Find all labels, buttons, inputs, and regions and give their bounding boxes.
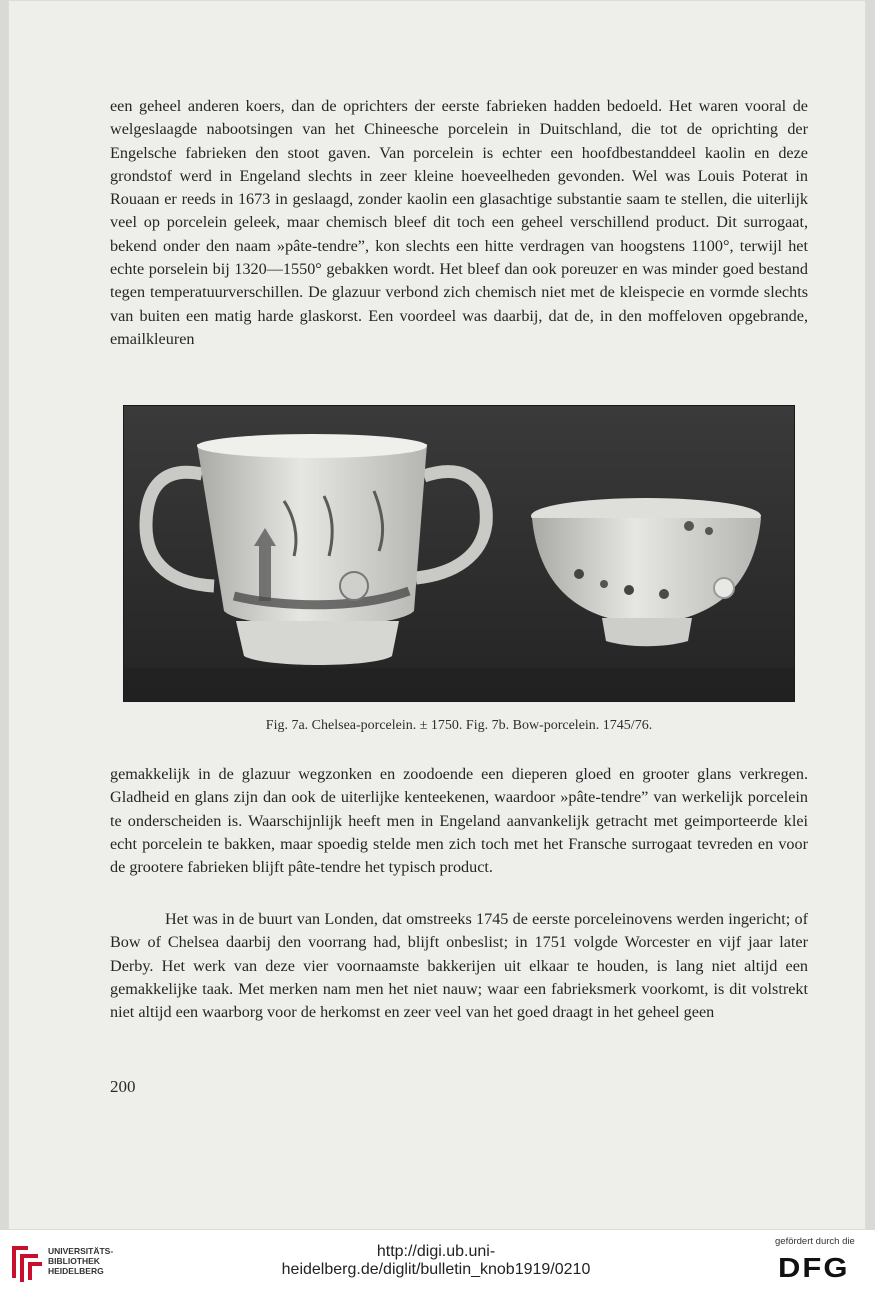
page-number: 200 [110, 1077, 136, 1096]
body-paragraph-3: Het was in de buurt van Londen, dat omstreeks 1745 de eerste porceleinovens werden ingericht; of Bow of Chelsea daarbij den voorrang had, blijft onbeslist; in 1751 volgde Worcester en vijf jaar later Derby. Het werk van deze vier voornaamste bakkerijen uit elkaar te houden, is lang niet altijd een gemakkelijke taak. Met merken nam men het niet nauw; waar een fabrieksmerk voorkomt, is dit volstrekt niet altijd een waarborg voor de herkomst en zeer veel van het goed draagt in het geheel geen [110, 910, 808, 1022]
body-paragraph-2: gemakkelijk in de glazuur wegzonken en zoodoende een dieperen gloed en grooter glans verkregen. Gladheid en glans zijn dan ook de uiterlijke kenteekenen, waardoor »pâte-tendre” van werkelijk porcelein te onderscheiden is. Waarschijnlijk heeft men in Engeland aanvankelijk getracht met geimporteerde klei echt porcelein te bakken, maar spoedig stelde men zich toch met het Fransche surrogaat tevreden en voor de grootere fabrieken blijft pâte-tendre het typisch product. [110, 765, 808, 877]
sponsor-note: gefördert durch die [775, 1236, 855, 1247]
library-name-line-3: HEIDELBERG [48, 1266, 104, 1276]
figure-caption: Fig. 7a. Chelsea-porcelein. ± 1750. Fig. 7b. Bow-porcelein. 1745/76. [265, 718, 653, 733]
library-name-line-1: UNIVERSITÄTS- [48, 1246, 114, 1256]
ub-heidelberg-logo-icon[interactable] [8, 1240, 44, 1284]
porcelain-photograph [123, 405, 795, 702]
library-name [48, 1246, 113, 1276]
body-paragraph-1: een geheel anderen koers, dan de oprichters der eerste fabrieken hadden bedoeld. Het waren vooral de welgeslaagde nabootsingen van het Chineesche porcelein in Duitschland, die tot de oprichting der Engelsche fabrieken den stoot gaven. Van porcelein is echter een hoofdbestanddeel kaolin en deze grondstof werd in Engeland slechts in zeer kleine hoeveelheden gevonden. Wel was Louis Poterat in Rouaan er reeds in 1673 in geslaagd, zonder kaolin een glasachtige substantie saam te stellen, die uiterlijk veel op porcelein geleek, maar chemisch bleef dit toch een geheel verschillend product. Dit surrogaat, bekend onder den naam »pâte-tendre”, kon slechts een hitte verdragen van hoogstens 1100°, terwijl het echte porselein bij 1320—1550° gebakken wordt. Het bleef dan ook poreuzer en was minder goed bestand tegen temperatuurverschillen. De glazuur verbond zich chemisch niet met de kleispecie en vormde slechts van buiten een matig harde glaskorst. Een voordeel was daarbij, dat de, in den moffeloven opgebrande, emailkleuren [110, 97, 808, 348]
porcelain-photo-illustration [124, 406, 794, 701]
library-name-line-2: BIBLIOTHEK [48, 1256, 100, 1266]
permalink-url[interactable]: http://digi.ub.uni-heidelberg.de/diglit/bulletin_knob1919/0210 [281, 1243, 591, 1278]
dfg-logo-icon[interactable]: DFG [778, 1252, 850, 1284]
